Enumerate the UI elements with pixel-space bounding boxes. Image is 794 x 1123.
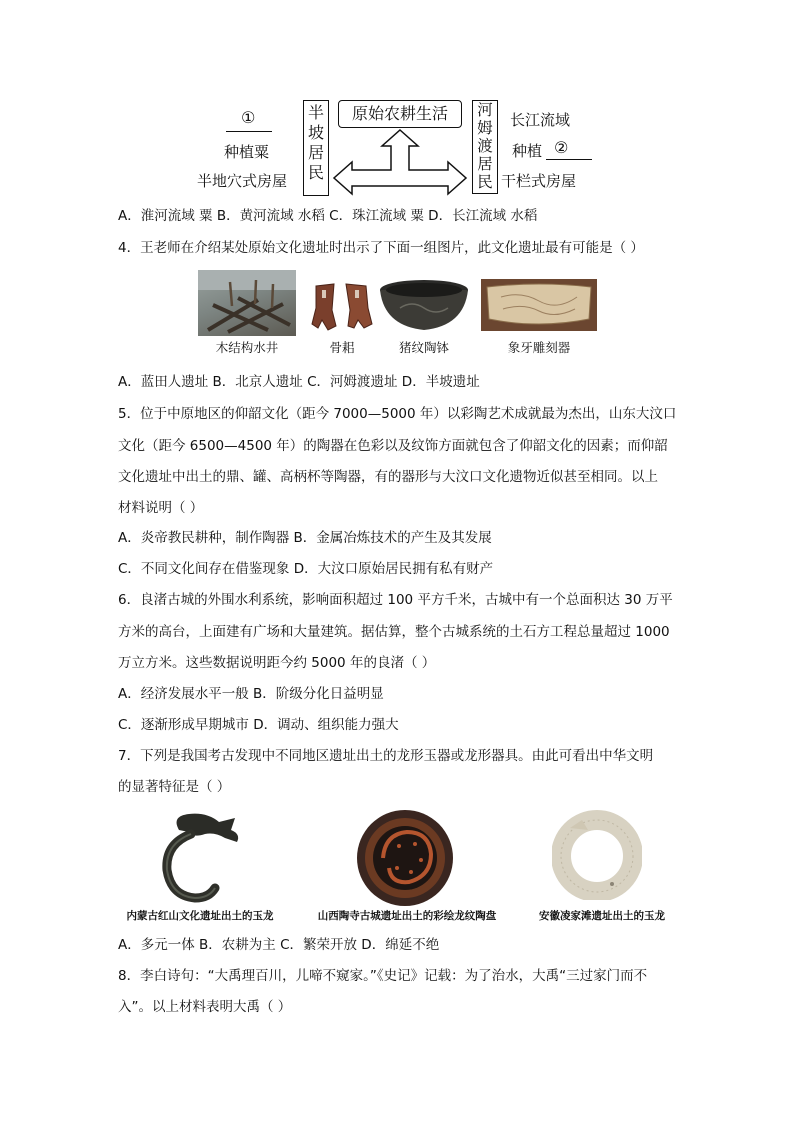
pig-pottery-bowl-photo: [378, 278, 470, 332]
wooden-well-photo: [198, 270, 296, 336]
q4-caption: 猪纹陶钵: [398, 340, 449, 355]
left-house-label: 半地穴式房屋: [197, 172, 288, 190]
q6-stem-line: 万立方米。这些数据说明距今约 5000 年的良渚（ ）: [118, 655, 436, 671]
double-arrow-shape: [334, 130, 466, 194]
q7-caption: 安徽凌家滩遗址出土的玉龙: [539, 910, 665, 922]
q4-options: A．蓝田人遗址 B．北京人遗址 C．河姆渡遗址 D．半坡遗址: [118, 374, 480, 390]
q3-options: A．淮河流域 粟 B．黄河流域 水稻 C．珠江流域 粟 D．长江流域 水稻: [118, 208, 538, 224]
q4-caption: 木结构水井: [215, 340, 279, 355]
q5-stem-line: 文化遗址中出土的鼎、罐、高柄杯等陶器，有的器形与大汶口文化遗物近似甚至相同。以上: [118, 469, 658, 485]
right-house-label: 干栏式房屋: [501, 172, 577, 190]
q5-options-cd: C．不同文化间存在借鉴现象 D．大汶口原始居民拥有私有财产: [118, 561, 494, 577]
q7-options: A．多元一体 B．农耕为主 C．繁荣开放 D．绵延不绝: [118, 937, 440, 953]
q6-options-cd: C．逐渐形成早期城市 D．调动、组织能力强大: [118, 717, 399, 733]
blank-1-label: ①: [241, 108, 256, 127]
hemudu-char: 民: [477, 173, 493, 191]
q4-caption: 象牙雕刻器: [507, 340, 571, 355]
q7-stem-line: 的显著特征是（ ）: [118, 779, 231, 795]
lingjiatan-jade-dragon-photo: [552, 808, 642, 900]
q5-stem-line: 5．位于中原地区的仰韶文化（距今 7000—5000 年）以彩陶艺术成就最为杰出，山东大汶口: [118, 406, 677, 422]
ivory-carving-photo: [481, 279, 597, 331]
banpo-char: 坡: [307, 123, 324, 142]
hemudu-char: 河: [477, 101, 493, 119]
banpo-box: [303, 100, 329, 196]
q6-options-ab: A．经济发展水平一般 B．阶级分化日益明显: [118, 686, 384, 702]
q8-stem-line: 8．李白诗句：“大禹理百川，儿啼不窥家。”《史记》记载：为了治水，大禹“三过家门而不: [118, 968, 648, 984]
hemudu-box: [472, 100, 498, 194]
right-crop-label: 种植: [512, 142, 543, 160]
q5-stem-line: 材料说明（ ）: [118, 500, 204, 516]
hemudu-char: 渡: [477, 137, 493, 155]
q7-stem-line: 7．下列是我国考古发现中不同地区遗址出土的龙形玉器或龙形器具。由此可看出中华文明: [118, 748, 654, 764]
q7-caption: 内蒙古红山文化遗址出土的玉龙: [126, 910, 274, 922]
arrow-diagram: [330, 126, 470, 196]
bone-spade-photo: [308, 280, 376, 332]
blank-2-label: ②: [554, 138, 569, 157]
q6-stem-line: 6．良渚古城的外围水利系统，影响面积超过 100 平方千米，古城中有一个总面积达 30 万平: [118, 592, 673, 608]
hemudu-char: 居: [477, 155, 493, 173]
q4-stem: 4．王老师在介绍某处原始文化遗址时出示了下面一组图片，此文化遗址最有可能是（ ）: [118, 240, 644, 256]
hemudu-char: 姆: [477, 119, 493, 137]
q7-caption: 山西陶寺古城遗址出土的彩绘龙纹陶盘: [317, 910, 497, 922]
blank-1-underline: [226, 131, 272, 132]
left-crop-label: 种植粟: [224, 143, 270, 161]
q5-stem-line: 文化（距今 6500—4500 年）的陶器在色彩以及纹饰方面就包含了仰韶文化的因素；而仰韶: [118, 438, 668, 454]
q8-stem-line: 入”。以上材料表明大禹（ ）: [118, 999, 292, 1015]
right-region-label: 长江流域: [510, 111, 571, 129]
q4-caption: 骨耜: [329, 340, 355, 355]
q6-stem-line: 方米的高台，上面建有广场和大量建筑。据估算，整个古城系统的土石方工程总量超过 1000: [118, 624, 670, 640]
hongshan-jade-dragon-photo: [145, 808, 250, 904]
banpo-char: 半: [307, 103, 324, 122]
blank-2-underline: [546, 159, 592, 160]
taosi-dragon-plate-photo: [355, 808, 455, 908]
banpo-char: 民: [307, 163, 324, 182]
center-title-box: 原始农耕生活: [338, 100, 462, 128]
banpo-char: 居: [307, 143, 324, 162]
q5-options-ab: A．炎帝教民耕种，制作陶器 B．金属冶炼技术的产生及其发展: [118, 530, 492, 546]
